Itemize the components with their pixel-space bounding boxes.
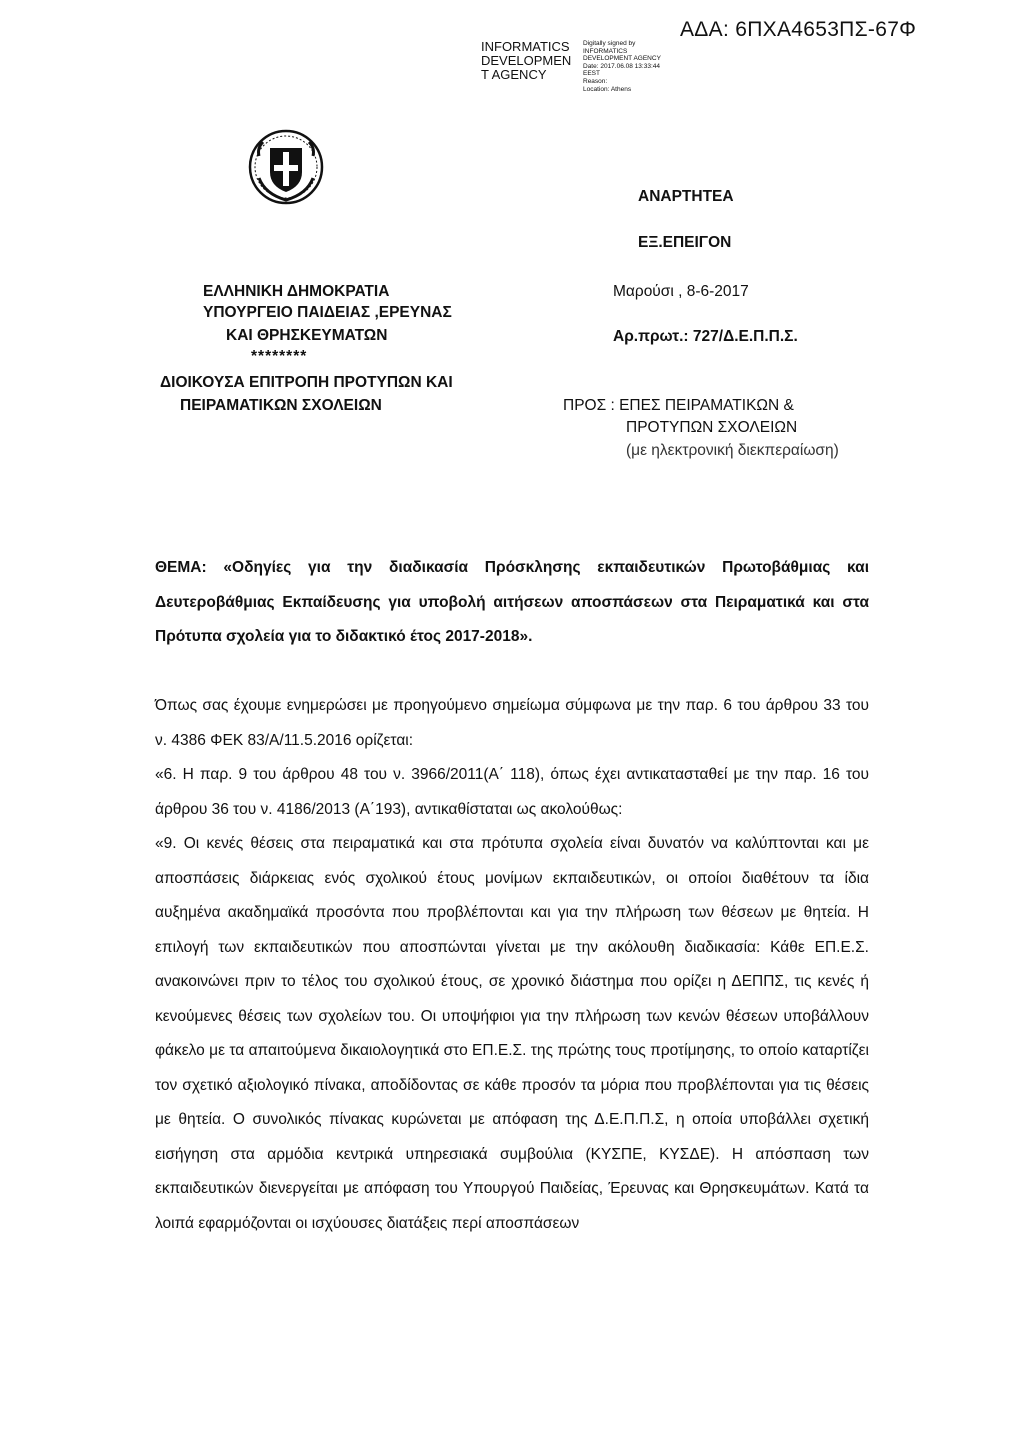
body-paragraph: Όπως σας έχουμε ενημερώσει με προηγούμενο σημείωμα σύμφωνα με την παρ. 6 του άρθρου 33 του ν. 4386 ΦΕΚ 83/Α/11.5.2016 ορίζεται:	[155, 697, 869, 749]
sender-line-3: ΚΑΙ ΘΡΗΣΚΕΥΜΑΤΩΝ	[226, 327, 388, 344]
public-label: ΑΝΑΡΤΗΤΕΑ	[638, 188, 734, 205]
date-line: Μαρούσι , 8-6-2017	[613, 283, 749, 300]
body-paragraph: «6. Η παρ. 9 του άρθρου 48 του ν. 3966/2011(Α΄ 118), όπως έχει αντικατασταθεί με την παρ. 16 του άρθρου 36 του ν. 4186/2013 (Α΄193), αντικαθίσταται ως ακολούθως:	[155, 766, 869, 818]
signature-organization: INFORMATICS DEVELOPMEN T AGENCY	[481, 39, 572, 82]
recipient-line-2: ΠΡΟΤΥΠΩΝ ΣΧΟΛΕΙΩΝ	[626, 419, 798, 436]
sender-line-4: ΔΙΟΙΚΟΥΣΑ ΕΠΙΤΡΟΠΗ ΠΡΟΤΥΠΩΝ ΚΑΙ	[160, 374, 453, 391]
sender-separator: ********	[251, 348, 308, 365]
recipient-line-1: ΠΡΟΣ : ΕΠΕΣ ΠΕΙΡΑΜΑΤΙΚΩΝ &	[563, 397, 794, 414]
document-body	[155, 689, 869, 1241]
body-paragraph: «9. Οι κενές θέσεις στα πειραματικά και στα πρότυπα σχολεία είναι δυνατόν να καλύπτονται και με αποσπάσεις διάρκειας ενός σχολικού έτους μονίμων εκπαιδευτικών, οι οποίοι διαθέτουν τα ίδια αυξημένα ακαδημαϊκά προσόντα που προβλέπονται και για την πλήρωση των θέσεων με θητεία. Η επιλογή των εκπαιδευτικών που αποσπώνται γίνεται με την ακόλουθη διαδικασία: Κάθε ΕΠ.Ε.Σ. ανακοινώνει πριν το τέλος του σχολικού έτους, σε χρονικό διάστημα που ορίζει η ΔΕΠΠΣ, τις κενές ή κενούμενες θέσεις των σχολείων του. Οι υποψήφιοι για την πλήρωση των κενών θέσεων υποβάλλουν φάκελο με τα απαιτούμενα δικαιολογητικά στο ΕΠ.Ε.Σ. της πρώτης τους προτίμησης, το οποίο καταρτίζει τον σχετικό αξιολογικό πίνακα, αποδίδοντας σε κάθε προσόν τα μόρια που προβλέπονται για τις θέσεις με θητεία. Ο συνολικός πίνακας κυρώνεται με απόφαση της Δ.Ε.Π.Π.Σ, η οποία υποβάλλει σχετική εισήγηση στα αρμόδια κεντρικά υπηρεσιακά συμβούλια (ΚΥΣΠΕ, ΚΥΣΔΕ). Η απόσπαση των εκπαιδευτικών διενεργείται με απόφαση του Υπουργού Παιδείας, Έρευνας και Θρησκευμάτων. Κατά τα λοιπά εφαρμόζονται οι ισχύουσες διατάξεις περί αποσπάσεων	[155, 835, 869, 1232]
signature-details: Digitally signed by INFORMATICS DEVELOPMENT AGENCY Date: 2017.06.08 13:33:44 EEST Reason: Location: Athens	[583, 40, 661, 93]
ada-identifier: ΑΔΑ: 6ΠΧΑ4653ΠΣ-67Φ	[680, 18, 917, 41]
sender-line-1: ΕΛΛΗΝΙΚΗ ΔΗΜΟΚΡΑΤΙΑ	[203, 283, 390, 300]
sender-line-5: ΠΕΙΡΑΜΑΤΙΚΩΝ ΣΧΟΛΕΙΩΝ	[180, 397, 382, 414]
recipient-line-3: (με ηλεκτρονική διεκπεραίωση)	[626, 442, 839, 459]
document-subject: ΘΕΜΑ: «Οδηγίες για την διαδικασία Πρόσκλησης εκπαιδευτικών Πρωτοβάθμιας και Δευτεροβάθμιας Εκπαίδευσης για υποβολή αιτήσεων αποσπάσεων στα Πειραματικά και στα Πρότυπα σχολεία για το διδακτικό έτος 2017-2018».	[155, 559, 869, 645]
protocol-number: Αρ.πρωτ.: 727/Δ.Ε.Π.Π.Σ.	[613, 328, 798, 345]
greek-coat-of-arms-icon	[247, 128, 325, 206]
sender-line-2: ΥΠΟΥΡΓΕΙΟ ΠΑΙΔΕΙΑΣ ,ΕΡΕΥΝΑΣ	[203, 304, 452, 321]
urgent-label: ΕΞ.ΕΠΕΙΓΟΝ	[638, 234, 732, 251]
